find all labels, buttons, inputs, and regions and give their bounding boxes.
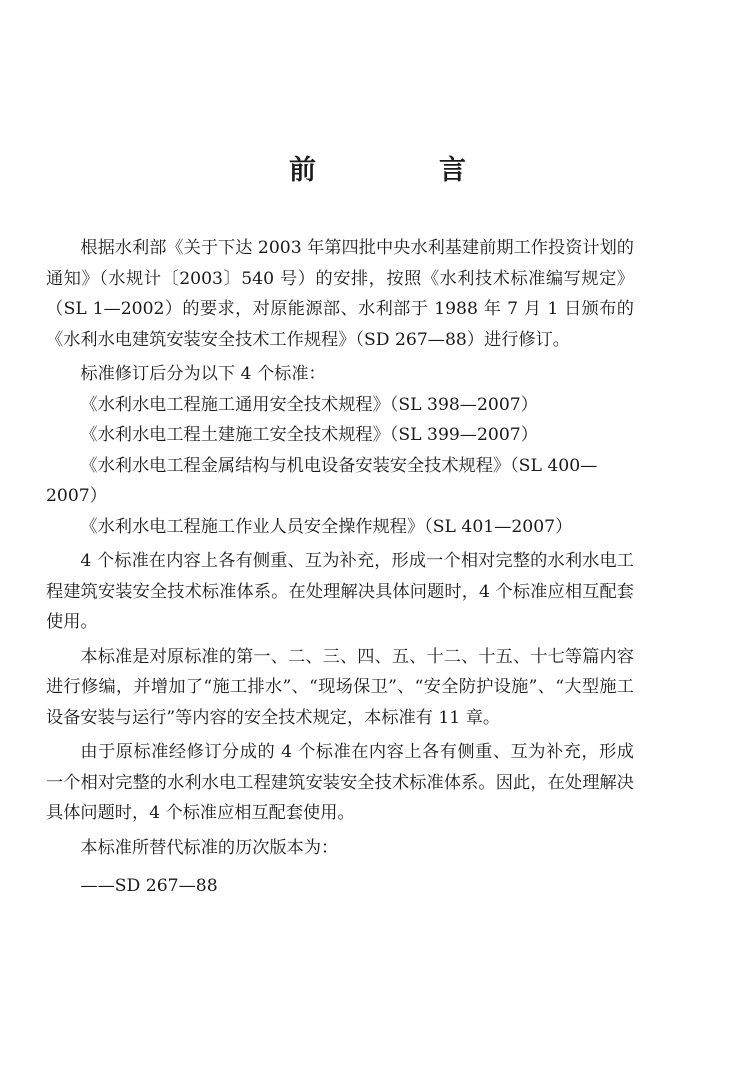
standard-item: 《水利水电工程施工作业人员安全操作规程》（SL 401—2007） [80, 516, 573, 537]
paragraph-history-intro: 本标准所替代标准的历次版本为： [80, 837, 339, 858]
paragraph-complement: 4 个标准在内容上各有侧重、互为补充，形成一个相对完整的水利水电工程建筑安装安全技术标准体系。在处理解决具体问题时，4 个标准应相互配套使用。 [46, 551, 634, 632]
paragraph-background: 根据水利部《关于下达 2003 年第四批中央水利基建前期工作投资计划的通知》（水规计〔2003〕540 号）的安排，按照《水利技术标准编写规定》（SL 1—2002）的要求，对原能源部、水利部于 1988 年 7 月 1 日颁布的《水利水电建筑安装安全技术工作规程》（SD 267—88）进行修订。 [46, 238, 634, 350]
standard-item: 《水利水电工程金属结构与机电设备安装安全技术规程》（SL 400—2007） [46, 455, 598, 506]
history-version: ——SD 267—88 [80, 876, 218, 896]
paragraph-usage: 由于原标准经修订分成的 4 个标准在内容上各有侧重、互为补充，形成一个相对完整的水利水电工程建筑安装安全技术标准体系。因此，在处理解决具体问题时，4 个标准应相互配套使用。 [46, 742, 634, 823]
page-title: 前 言 [289, 155, 514, 186]
preface-body [46, 233, 634, 902]
standard-item: 《水利水电工程施工通用安全技术规程》（SL 398—2007） [80, 394, 538, 415]
paragraph-standards-intro: 标准修订后分为以下 4 个标准： [80, 364, 326, 384]
paragraph-revision-scope: 本标准是对原标准的第一、二、三、四、五、十二、十五、十七等篇内容进行修编，并增加了“施工排水”、“现场保卫”、“安全防护设施”、“大型施工设备安装与运行”等内容的安全技术规定，本标准有 11 章。 [46, 646, 634, 728]
standard-item: 《水利水电工程土建施工安全技术规程》（SL 399—2007） [80, 425, 538, 445]
